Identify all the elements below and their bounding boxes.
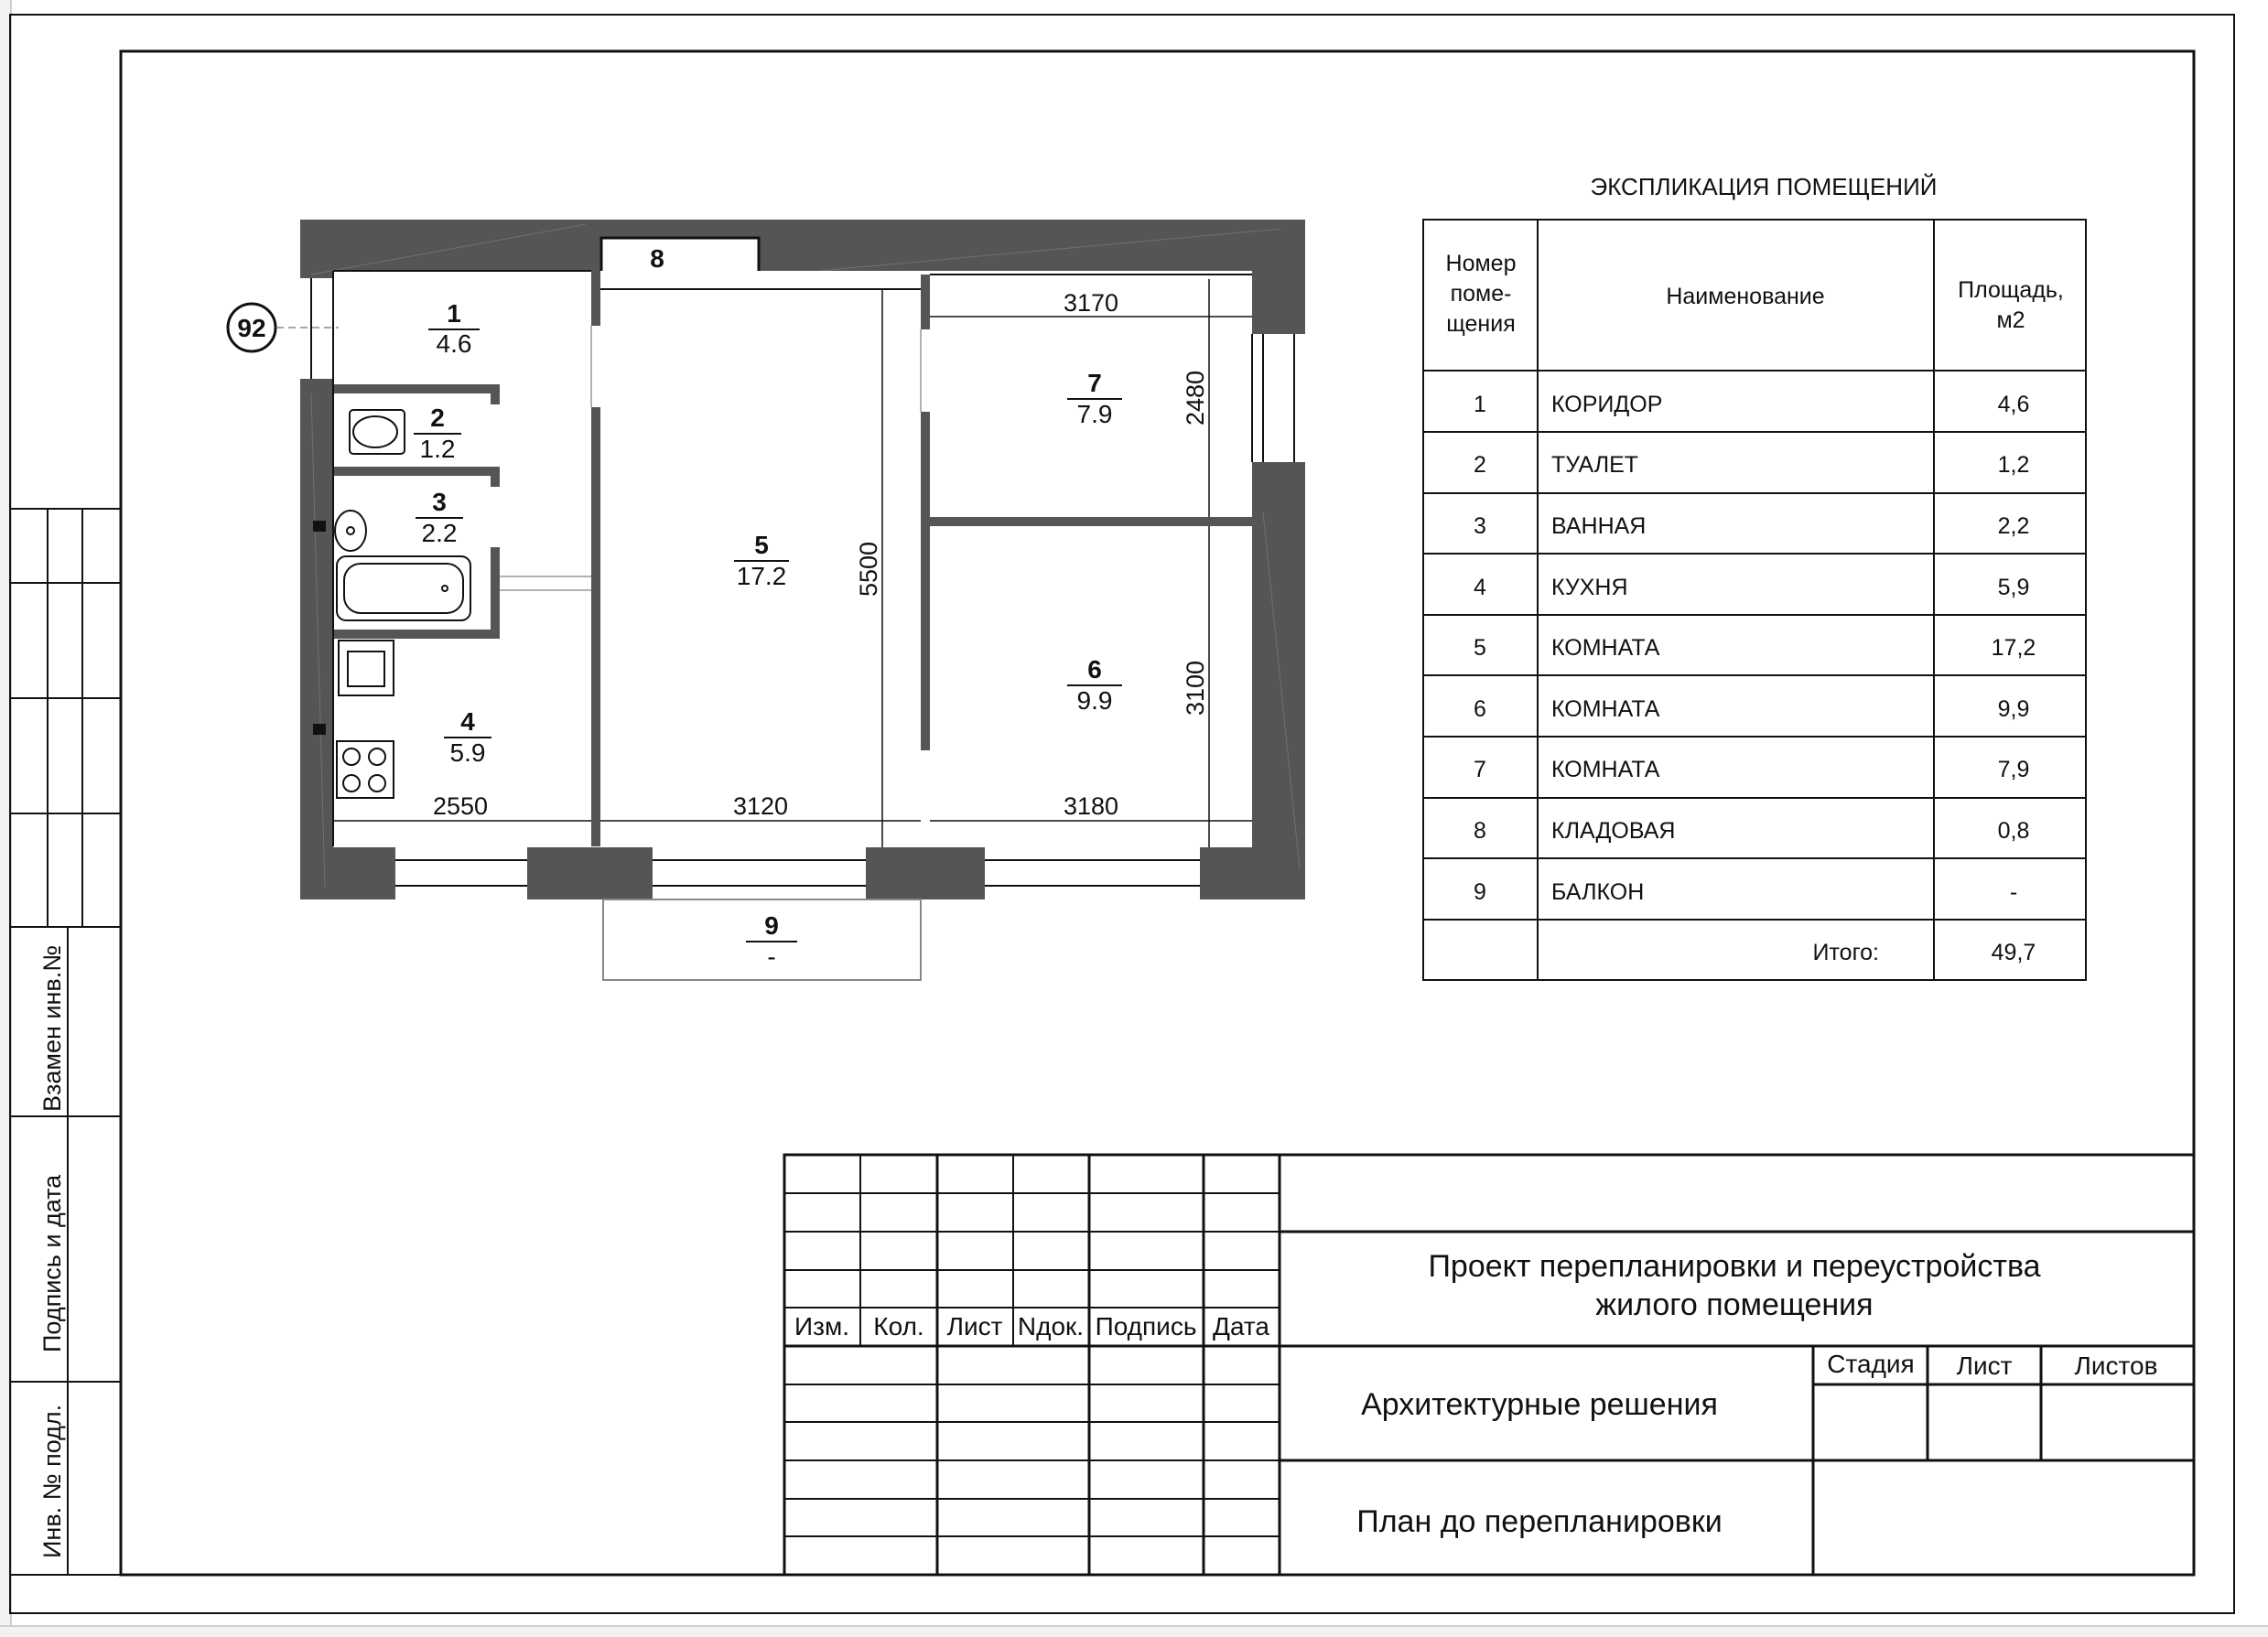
room-2-no: 2 — [430, 404, 445, 432]
dim-3120: 3120 — [732, 792, 789, 820]
list-label: Лист — [1956, 1352, 2013, 1380]
room-8-no: 8 — [650, 244, 664, 273]
dim-2550: 2550 — [432, 792, 489, 820]
row-no: 5 — [1474, 635, 1486, 661]
row-area: 4,6 — [1997, 392, 2030, 417]
row-no: 9 — [1474, 879, 1486, 905]
total-value: 49,7 — [1991, 940, 2036, 965]
project-title-line2: жилого помещения — [1595, 1287, 1874, 1322]
header-no-line1: Номер — [1445, 251, 1517, 276]
row-name: КЛАДОВАЯ — [1551, 818, 1676, 844]
header-name: Наименование — [1666, 284, 1825, 309]
room-3-area: 2.2 — [421, 519, 458, 547]
section-name: Архитектурные решения — [1361, 1387, 1718, 1422]
entrance-number: 92 — [237, 314, 266, 342]
row-name: КУХНЯ — [1551, 575, 1628, 600]
dim-2480: 2480 — [1182, 370, 1209, 426]
row-name: ВАННАЯ — [1551, 513, 1647, 539]
room-4-no: 4 — [460, 707, 475, 736]
row-no: 6 — [1474, 696, 1486, 722]
room-7-area: 7.9 — [1076, 400, 1113, 428]
row-area: 0,8 — [1997, 818, 2030, 844]
row-area: 5,9 — [1997, 575, 2030, 600]
row-no: 3 — [1474, 513, 1486, 539]
row-name: КОМНАТА — [1551, 757, 1660, 782]
col-kol: Кол. — [873, 1312, 924, 1341]
row-area: 2,2 — [1997, 513, 2030, 539]
row-no: 2 — [1474, 452, 1486, 478]
podpis-label: Подпись и дата — [38, 1174, 66, 1352]
dim-3100: 3100 — [1182, 660, 1209, 716]
row-name: КОМНАТА — [1551, 696, 1660, 722]
row-no: 4 — [1474, 575, 1486, 600]
row-name: ТУАЛЕТ — [1551, 452, 1639, 478]
vzamen-label: Взамен инв.№ — [38, 944, 66, 1112]
room-6-area: 9.9 — [1076, 686, 1113, 715]
header-no-line3: щения — [1446, 311, 1516, 337]
total-label: Итого: — [1812, 940, 1879, 965]
project-title-line1: Проект перепланировки и переустройства — [1428, 1249, 2041, 1284]
row-area: 7,9 — [1997, 757, 2030, 782]
room-3-no: 3 — [432, 488, 447, 516]
room-2-area: 1.2 — [419, 435, 456, 463]
row-area: 1,2 — [1997, 452, 2030, 478]
room-5-area: 17.2 — [736, 562, 787, 590]
room-1-area: 4.6 — [436, 329, 472, 358]
header-area-line1: Площадь, — [1958, 277, 2064, 303]
row-no: 1 — [1474, 392, 1486, 417]
col-list: Лист — [946, 1312, 1003, 1341]
header-area-line2: м2 — [1996, 307, 2025, 333]
row-no: 8 — [1474, 818, 1486, 844]
row-area: 17,2 — [1991, 635, 2036, 661]
row-name: БАЛКОН — [1551, 879, 1645, 905]
dim-3180: 3180 — [1063, 792, 1119, 820]
inv-label: Инв. № подл. — [38, 1404, 66, 1558]
room-9-area: - — [767, 942, 776, 971]
dim-5500: 5500 — [855, 541, 882, 598]
listov-label: Листов — [2074, 1352, 2158, 1380]
room-7-no: 7 — [1087, 369, 1102, 397]
header-no-line2: поме- — [1450, 281, 1512, 307]
row-area: - — [2009, 879, 2018, 905]
room-1-no: 1 — [447, 299, 461, 328]
col-ndok: Nдок. — [1017, 1312, 1085, 1341]
sheet-name: План до перепланировки — [1356, 1504, 1723, 1539]
col-data: Дата — [1212, 1312, 1270, 1341]
dim-3170: 3170 — [1063, 289, 1119, 317]
col-podpis: Подпись — [1095, 1312, 1197, 1341]
row-name: КОМНАТА — [1551, 635, 1660, 661]
room-6-no: 6 — [1087, 655, 1102, 684]
room-9-no: 9 — [764, 911, 779, 940]
explication-title: ЭКСПЛИКАЦИЯ ПОМЕЩЕНИЙ — [1590, 173, 1938, 200]
room-5-no: 5 — [754, 531, 769, 559]
row-name: КОРИДОР — [1551, 392, 1663, 417]
col-izm: Изм. — [794, 1312, 849, 1341]
room-4-area: 5.9 — [449, 738, 486, 767]
row-area: 9,9 — [1997, 696, 2030, 722]
row-no: 7 — [1474, 757, 1486, 782]
stadia-label: Стадия — [1827, 1350, 1915, 1378]
